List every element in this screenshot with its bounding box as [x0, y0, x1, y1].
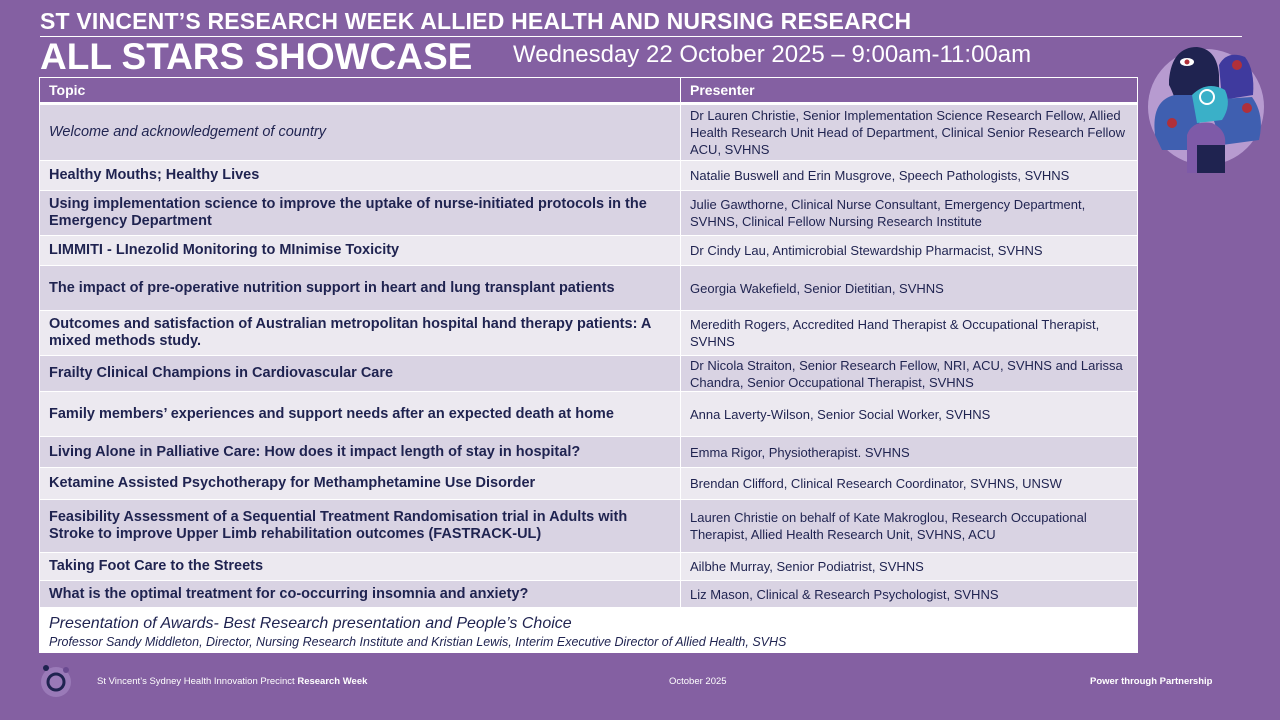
presenter-cell: Anna Laverty-Wilson, Senior Social Worker, SVHNS [681, 392, 1138, 437]
presenter-cell: Dr Cindy Lau, Antimicrobial Stewardship Pharmacist, SVHNS [681, 236, 1138, 266]
table-row [40, 553, 1138, 581]
table-row [40, 104, 1138, 161]
table-row [40, 581, 1138, 608]
table-row [40, 356, 1138, 392]
table-row [40, 500, 1138, 553]
presenter-cell: Julie Gawthorne, Clinical Nurse Consultant, Emergency Department, SVHNS, Clinical Fellow Nursing Research Institute [681, 191, 1138, 236]
column-header-presenter: Presenter [681, 78, 1138, 104]
footer-research-week: Research Week [297, 676, 368, 687]
presenter-cell: Ailbhe Murray, Senior Podiatrist, SVHNS [681, 553, 1138, 581]
table-row [40, 437, 1138, 468]
topic-cell: Welcome and acknowledgement of country [40, 104, 681, 161]
research-heads-logo [1147, 45, 1265, 173]
presenter-cell: Liz Mason, Clinical & Research Psychologist, SVHNS [681, 581, 1138, 608]
presenter-cell: Dr Nicola Straiton, Senior Research Fellow, NRI, ACU, SVHNS and Larissa Chandra, Senior Occupational Therapist, SVHNS [681, 356, 1138, 392]
footer-precinct [97, 676, 367, 687]
topic-cell: Healthy Mouths; Healthy Lives [40, 161, 681, 191]
event-heading: ST VINCENT’S RESEARCH WEEK ALLIED HEALTH AND NURSING RESEARCH [40, 8, 912, 34]
topic-cell: Feasibility Assessment of a Sequential Treatment Randomisation trial in Adults with Stroke to improve Upper Limb rehabilitation outcomes (FASTRACK-UL) [40, 500, 681, 553]
topic-cell: Outcomes and satisfaction of Australian metropolitan hospital hand therapy patients: A mixed methods study. [40, 311, 681, 356]
table-row [40, 191, 1138, 236]
presenter-cell: Natalie Buswell and Erin Musgrove, Speech Pathologists, SVHNS [681, 161, 1138, 191]
topic-cell: Family members’ experiences and support needs after an expected death at home [40, 392, 681, 437]
topic-cell: Taking Foot Care to the Streets [40, 553, 681, 581]
presenter-cell: Georgia Wakefield, Senior Dietitian, SVHNS [681, 266, 1138, 311]
topic-cell: What is the optimal treatment for co-occurring insomnia and anxiety? [40, 581, 681, 608]
table-row [40, 161, 1138, 191]
column-header-topic: Topic [40, 78, 681, 104]
table-row [40, 311, 1138, 356]
table-row [40, 236, 1138, 266]
table-row [40, 266, 1138, 311]
table-row [40, 468, 1138, 500]
footer-date: October 2025 [669, 676, 727, 687]
showcase-schedule-table [39, 77, 1138, 653]
topic-cell: LIMMITI - LInezolid Monitoring to MInimise Toxicity [40, 236, 681, 266]
footer-precinct-text: St Vincent’s Sydney Health Innovation Precinct [97, 676, 298, 687]
topic-cell: Frailty Clinical Champions in Cardiovascular Care [40, 356, 681, 392]
topic-cell: Living Alone in Palliative Care: How does it impact length of stay in hospital? [40, 437, 681, 468]
precinct-logo-icon [38, 660, 74, 702]
awards-row [40, 608, 1138, 653]
topic-cell: Ketamine Assisted Psychotherapy for Methamphetamine Use Disorder [40, 468, 681, 500]
event-date: Wednesday 22 October 2025 – 9:00am-11:00am [513, 41, 1032, 68]
presenter-cell: Meredith Rogers, Accredited Hand Therapist & Occupational Therapist, SVHNS [681, 311, 1138, 356]
awards-title: Presentation of Awards- Best Research presentation and People’s Choice [49, 614, 572, 632]
footer-tagline: Power through Partnership [1090, 676, 1213, 687]
awards-presenters: Professor Sandy Middleton, Director, Nursing Research Institute and Kristian Lewis, Interim Executive Director of Allied Health, SVHS [49, 634, 787, 649]
presenter-cell: Dr Lauren Christie, Senior Implementation Science Research Fellow, Allied Health Research Unit Head of Department, Clinical Senior Research Fellow ACU, SVHNS [681, 104, 1138, 161]
presenter-cell: Emma Rigor, Physiotherapist. SVHNS [681, 437, 1138, 468]
topic-cell: The impact of pre-operative nutrition support in heart and lung transplant patients [40, 266, 681, 311]
presenter-cell: Lauren Christie on behalf of Kate Makroglou, Research Occupational Therapist, Allied Health Research Unit, SVHNS, ACU [681, 500, 1138, 553]
topic-cell: Using implementation science to improve the uptake of nurse-initiated protocols in the Emergency Department [40, 191, 681, 236]
table-row [40, 392, 1138, 437]
presenter-cell: Brendan Clifford, Clinical Research Coordinator, SVHNS, UNSW [681, 468, 1138, 500]
page-title: ALL STARS SHOWCASE [40, 36, 473, 77]
